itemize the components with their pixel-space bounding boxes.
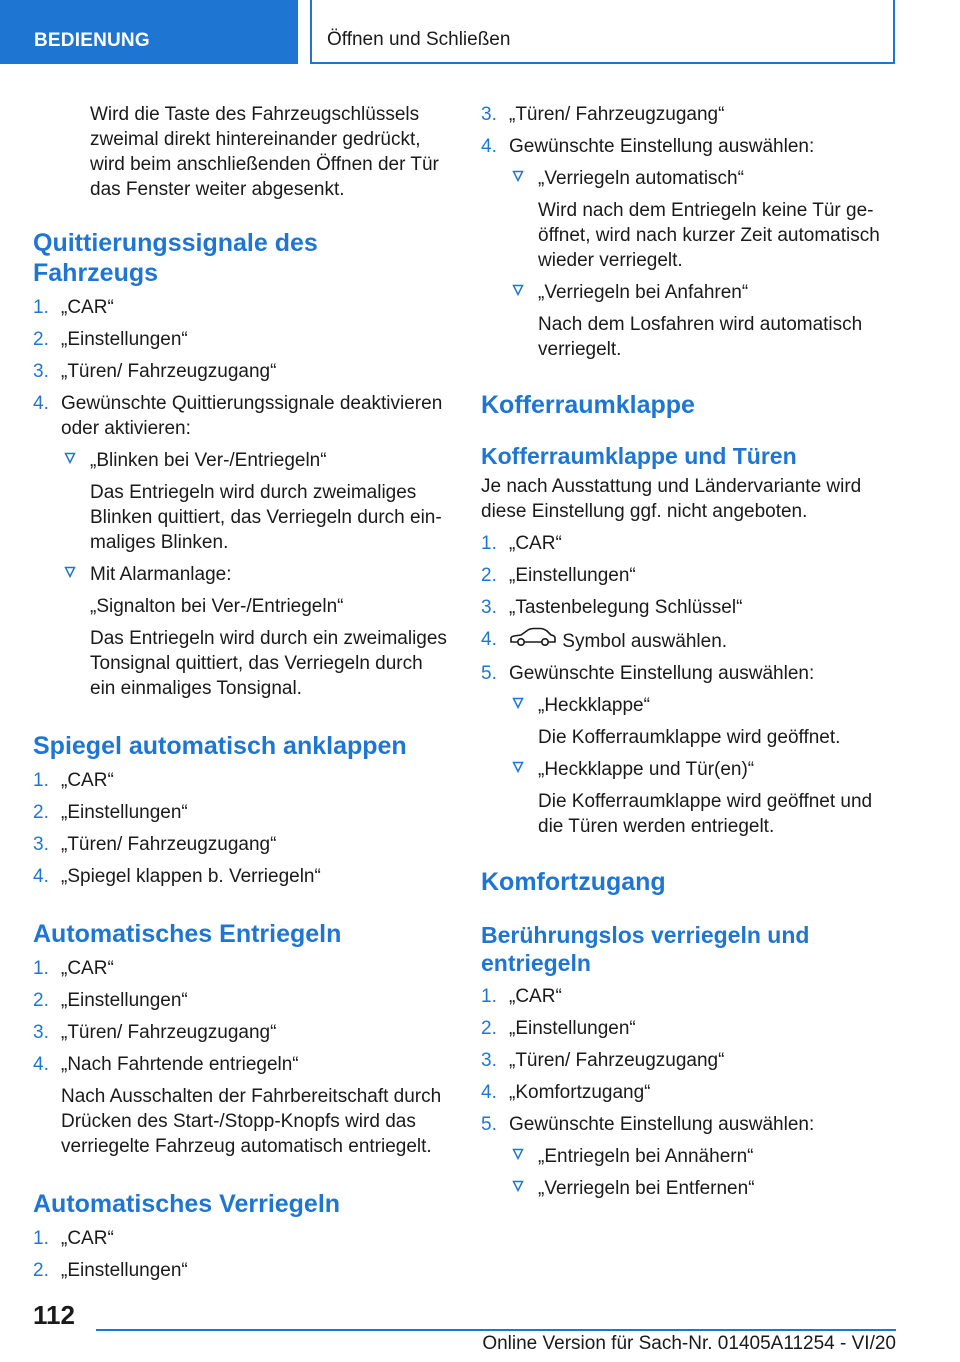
intro-paragraph: Wird die Taste des Fahrzeugschlüssels zweimal direkt hintereinander gedrückt, wird beim anschließenden Öffnen der Tür das Fenster weiter abgesenkt. (90, 104, 439, 200)
subsection-heading-koffer-tueren: Kofferraumklappe und Türen (481, 443, 797, 469)
section-title: BEDIENUNG (34, 30, 150, 51)
option-list (509, 166, 901, 362)
steps-spiegel (33, 768, 449, 889)
page-number: 112 (33, 1300, 75, 1330)
section-heading-quittierung: Quittierungssignale des Fahrzeugs (33, 229, 318, 287)
footer-text: Online Version für Sach-Nr. 01405A11254 - VI/20 (482, 1333, 896, 1354)
list-item: 2. „Einstellungen“ (481, 565, 636, 586)
list-item: 1. „CAR“ (481, 986, 562, 1007)
subsection-heading-beruehrungslos: Berührungslos verriegeln und entriegeln (481, 922, 810, 976)
triangle-bullet-icon (64, 566, 76, 578)
section-heading-spiegel: Spiegel automatisch anklappen (33, 732, 407, 760)
triangle-bullet-icon (512, 1148, 524, 1160)
list-item: 3. „Türen/ Fahrzeugzugang“ (481, 1050, 725, 1071)
triangle-bullet-icon (64, 452, 76, 464)
option-item: „Entriegeln bei Annähern“ (509, 1144, 901, 1169)
option-item: „Verriegeln bei Anfahren“ Nach dem Losfahren wird automatisch verriegelt. (509, 280, 901, 362)
steps-kofferraum (481, 531, 901, 839)
steps-komfortzugang (481, 984, 901, 1201)
left-column (33, 102, 449, 1283)
triangle-bullet-icon (512, 761, 524, 773)
list-item: 4. „Spiegel klappen b. Verriegeln“ (33, 866, 321, 887)
option-item: „Heckklappe“ Die Kofferraumklappe wird geöffnet. (509, 693, 901, 750)
koffer-intro: Je nach Ausstattung und Ländervariante wird diese Einstellung ggf. nicht angeboten. (481, 476, 862, 522)
list-item: 1. „CAR“ (481, 533, 562, 554)
right-column (481, 102, 901, 1201)
list-item: 3. „Türen/ Fahrzeugzugang“ (33, 1022, 277, 1043)
list-item: 3. „Türen/ Fahrzeugzugang“ (33, 361, 277, 382)
option-item: Mit Alarmanlage: „Signalton bei Ver-/Entriegeln“ Das Entriegeln wird durch ein zweimaliges Tonsignal quittiert, das Verriegeln durch ein einmaliges Tonsignal. (61, 562, 449, 701)
list-item: 2. „Einstellungen“ (33, 1260, 188, 1281)
list-item: 3. „Türen/ Fahrzeugzugang“ (33, 834, 277, 855)
step-description: Nach Ausschalten der Fahrbereitschaft durch Drücken des Start-/Stopp-Knopfs wird das verriegelte Fahrzeug automatisch entriegelt. (61, 1086, 442, 1157)
list-item: 4. Gewünschte Quittierungssignale deaktivieren oder aktivieren: „Blinken bei Ver-/Entriegeln“ Das Entriegeln wird durch zweimaliges Blinken quittiert, das Verriegeln durch ein- maliges Blinken. Mit Alarmanlage: „Signalton bei Ver-/Entriegeln“ Das Entriegeln wird durch ein zweimaliges Tonsignal quittiert, das Verriegeln durch ein einmaliges Tonsignal. (33, 391, 449, 701)
list-item: 1. „CAR“ (33, 297, 114, 318)
list-item: 4. Symbol auswählen. (481, 629, 728, 652)
option-list (509, 1144, 901, 1201)
list-item: 2. „Einstellungen“ (33, 329, 188, 350)
list-item: 2. „Einstellungen“ (33, 990, 188, 1011)
section-tab (0, 0, 298, 64)
chapter-header (310, 0, 895, 64)
list-item: 3. „Tastenbelegung Schlüssel“ (481, 597, 743, 618)
list-item: 3. „Türen/ Fahrzeugzugang“ (481, 104, 725, 125)
list-item: 1. „CAR“ (33, 1228, 114, 1249)
steps-auto-verriegeln-cont (481, 102, 901, 362)
list-item: 2. „Einstellungen“ (33, 802, 188, 823)
list-item: 1. „CAR“ (33, 770, 114, 791)
section-heading-kofferraumklappe: Kofferraumklappe (481, 391, 695, 419)
option-item: „Blinken bei Ver-/Entriegeln“ Das Entriegeln wird durch zweimaliges Blinken quittiert, das Verriegeln durch ein- maliges Blinken. (61, 448, 449, 555)
steps-auto-entriegeln (33, 956, 449, 1159)
list-item: 1. „CAR“ (33, 958, 114, 979)
triangle-bullet-icon (512, 1180, 524, 1192)
section-heading-auto-verriegeln: Automatisches Verriegeln (33, 1190, 341, 1218)
triangle-bullet-icon (512, 170, 524, 182)
steps-quittierung (33, 295, 449, 701)
list-item: 2. „Einstellungen“ (481, 1018, 636, 1039)
option-item: „Verriegeln automatisch“ Wird nach dem Entriegeln keine Tür ge- öffnet, wird nach kurzer Zeit automatisch wieder verriegelt. (509, 166, 901, 273)
steps-auto-verriegeln (33, 1226, 449, 1283)
triangle-bullet-icon (512, 697, 524, 709)
option-item: „Heckklappe und Tür(en)“ Die Kofferraumklappe wird geöffnet und die Türen werden entriegelt. (509, 757, 901, 839)
triangle-bullet-icon (512, 284, 524, 296)
car-outline-icon (509, 627, 557, 647)
list-item: 4. Gewünschte Einstellung auswählen: „Verriegeln automatisch“ Wird nach dem Entriegeln keine Tür ge- öffnet, wird nach kurzer Zeit automatisch wieder verriegelt. „Verriegeln bei Anfahren“ Nach dem Losfahren wird automatisch verriegelt. (481, 134, 901, 362)
list-item: 5. Gewünschte Einstellung auswählen: „Entriegeln bei Annähern“ „Verriegeln bei Entfernen“ (481, 1112, 901, 1201)
option-list (61, 448, 449, 701)
option-list (509, 693, 901, 839)
option-item: „Verriegeln bei Entfernen“ (509, 1176, 901, 1201)
section-heading-komfortzugang: Komfortzugang (481, 868, 666, 896)
list-item: 4. „Nach Fahrtende entriegeln“ Nach Ausschalten der Fahrbereitschaft durch Drücken des Start-/Stopp-Knopfs wird das verriegelte Fahrzeug automatisch entriegelt. (33, 1052, 449, 1159)
section-heading-auto-entriegeln: Automatisches Entriegeln (33, 920, 342, 948)
chapter-title: Öffnen und Schließen (327, 29, 511, 50)
footer-divider (96, 1329, 896, 1331)
list-item: 5. Gewünschte Einstellung auswählen: „Heckklappe“ Die Kofferraumklappe wird geöffnet. „Heckklappe und Tür(en)“ Die Kofferraumklappe wird geöffnet und die Türen werden entriegelt. (481, 661, 901, 839)
list-item: 4. „Komfortzugang“ (481, 1082, 651, 1103)
